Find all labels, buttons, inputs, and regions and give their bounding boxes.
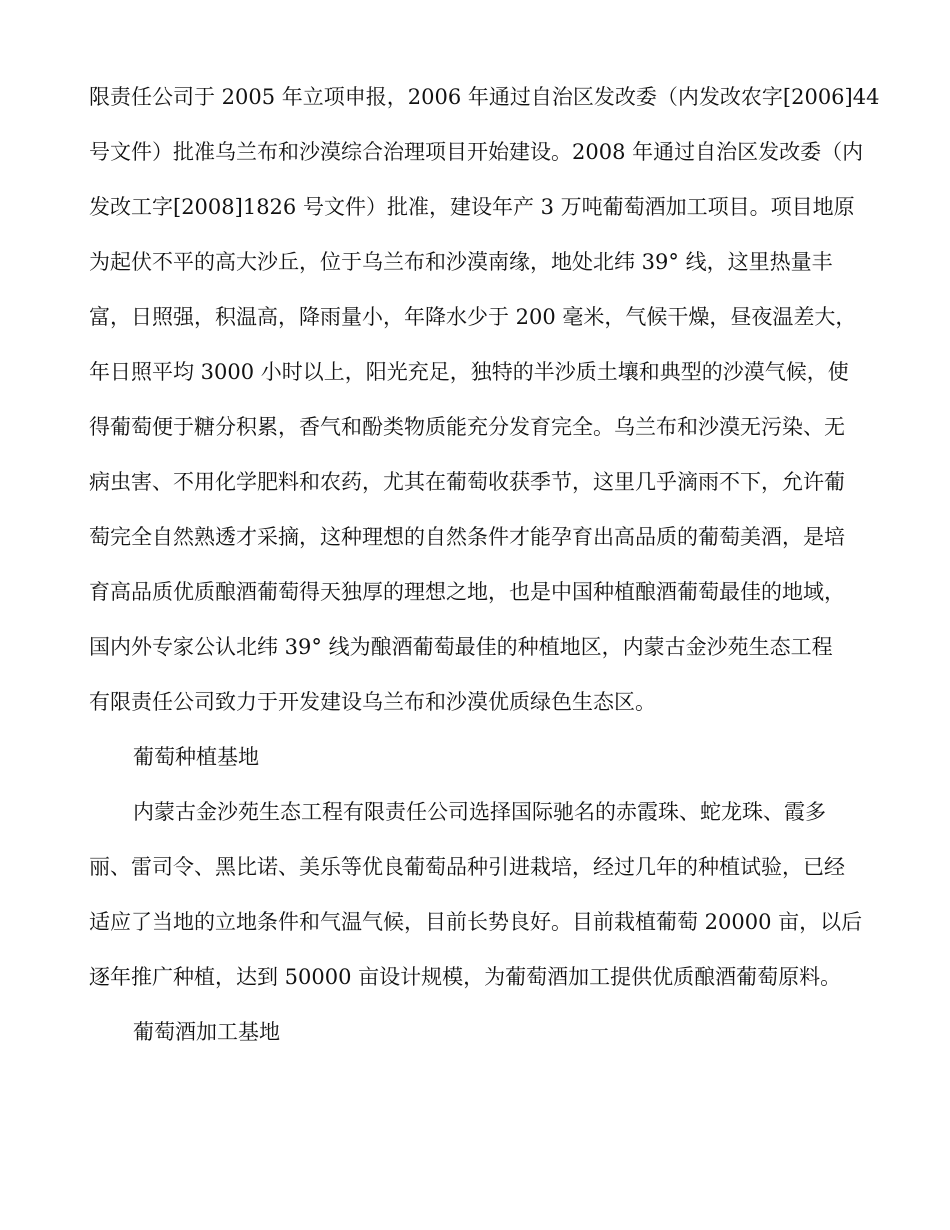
paragraph-line: 有限责任公司致力于开发建设乌兰布和沙漠优质绿色生态区。 bbox=[89, 690, 656, 714]
paragraph-line: 限责任公司于 2005 年立项申报，2006 年通过自治区发改委（内发改农字[2006]44 bbox=[89, 85, 880, 109]
paragraph-line: 国内外专家公认北纬 39° 线为酿酒葡萄最佳的种植地区，内蒙古金沙苑生态工程 bbox=[89, 635, 833, 659]
paragraph-line: 富，日照强，积温高，降雨量小，年降水少于 200 毫米，气候干燥，昼夜温差大， bbox=[89, 305, 857, 329]
paragraph-line: 病虫害、不用化学肥料和农药，尤其在葡萄收获季节，这里几乎滴雨不下，允许葡 bbox=[89, 470, 845, 494]
paragraph-line: 逐年推广种植，达到 50000 亩设计规模，为葡萄酒加工提供优质酿酒葡萄原料。 bbox=[89, 965, 842, 989]
paragraph-line: 育高品质优质酿酒葡萄得天独厚的理想之地，也是中国种植酿酒葡萄最佳的地域， bbox=[89, 580, 845, 604]
section-heading: 葡萄酒加工基地 bbox=[133, 1020, 280, 1044]
paragraph-line: 内蒙古金沙苑生态工程有限责任公司选择国际驰名的赤霞珠、蛇龙珠、霞多 bbox=[133, 800, 826, 824]
paragraph-line: 丽、雷司令、黑比诺、美乐等优良葡萄品种引进栽培，经过几年的种植试验，已经 bbox=[89, 855, 845, 879]
paragraph-line: 发改工字[2008]1826 号文件）批准，建设年产 3 万吨葡萄酒加工项目。项目地原 bbox=[89, 195, 855, 219]
paragraph-line: 适应了当地的立地条件和气温气候，目前长势良好。目前栽植葡萄 20000 亩，以后 bbox=[89, 910, 863, 934]
paragraph-line: 年日照平均 3000 小时以上，阳光充足，独特的半沙质土壤和典型的沙漠气候，使 bbox=[89, 360, 849, 384]
paragraph-line: 号文件）批准乌兰布和沙漠综合治理项目开始建设。2008 年通过自治区发改委（内 bbox=[89, 140, 864, 164]
paragraph-line: 萄完全自然熟透才采摘，这种理想的自然条件才能孕育出高品质的葡萄美酒，是培 bbox=[89, 525, 845, 549]
paragraph-line: 得葡萄便于糖分积累，香气和酚类物质能充分发育完全。乌兰布和沙漠无污染、无 bbox=[89, 415, 845, 439]
paragraph-line: 为起伏不平的高大沙丘，位于乌兰布和沙漠南缘，地处北纬 39° 线，这里热量丰 bbox=[89, 250, 833, 274]
section-heading: 葡萄种植基地 bbox=[133, 745, 259, 769]
